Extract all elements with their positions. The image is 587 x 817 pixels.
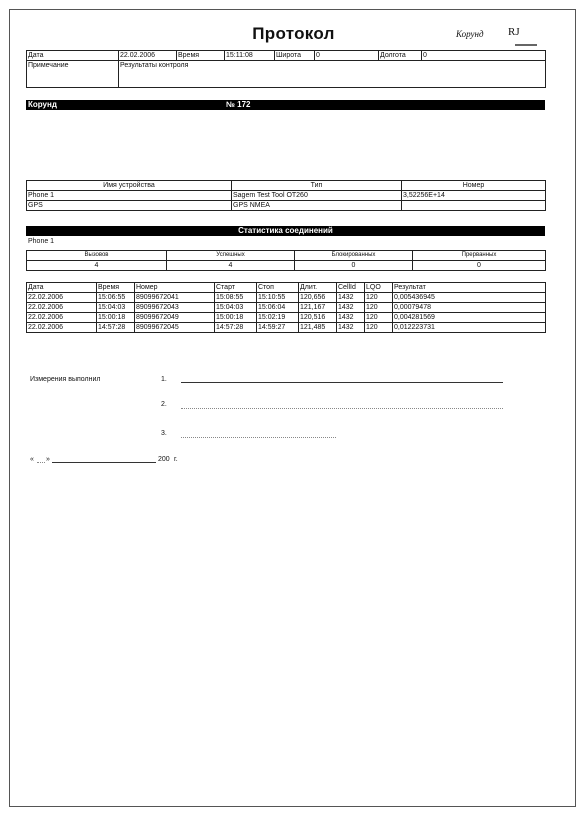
table-row xyxy=(27,201,546,211)
calls-header-start: Старт xyxy=(215,283,257,293)
call-result: 0,005436945 xyxy=(393,293,546,303)
call-start: 14:57:28 xyxy=(215,323,257,333)
device-name: GPS xyxy=(27,201,232,211)
call-number: 89099672041 xyxy=(135,293,215,303)
stats-band xyxy=(26,226,545,236)
stats-header-blocked: Блокированных xyxy=(295,251,413,261)
call-lqo: 120 xyxy=(365,313,393,323)
lon-label: Долгота xyxy=(379,51,422,61)
call-stop: 15:02:19 xyxy=(257,313,299,323)
stats-table xyxy=(26,250,546,271)
call-date: 22.02.2006 xyxy=(27,323,97,333)
signature-line-1 xyxy=(181,382,503,383)
table-row xyxy=(27,303,546,313)
table-row xyxy=(27,191,546,201)
call-duration: 121,167 xyxy=(299,303,337,313)
devices-table xyxy=(26,180,546,211)
stats-header-success: Успешных xyxy=(167,251,295,261)
table-row xyxy=(27,313,546,323)
date-quote-close: » xyxy=(46,456,50,463)
call-number: 89099672045 xyxy=(135,323,215,333)
devices-header-name: Имя устройства xyxy=(27,181,232,191)
call-date: 22.02.2006 xyxy=(27,303,97,313)
call-stop: 15:06:04 xyxy=(257,303,299,313)
date-month-line xyxy=(52,462,156,463)
lat-label: Широта xyxy=(275,51,315,61)
date-label: Дата xyxy=(27,51,119,61)
stats-value-calls: 4 xyxy=(27,261,167,271)
call-stop: 15:10:55 xyxy=(257,293,299,303)
signature-label: Измерения выполнил xyxy=(30,376,101,383)
note-value: Результаты контроля xyxy=(119,61,546,88)
logo-name: Корунд xyxy=(456,29,484,39)
call-time: 15:06:55 xyxy=(97,293,135,303)
call-start: 15:08:55 xyxy=(215,293,257,303)
table-row xyxy=(27,293,546,303)
time-label: Время xyxy=(177,51,225,61)
device-band xyxy=(26,100,545,110)
call-cellid: 1432 xyxy=(337,303,365,313)
signature-line-3 xyxy=(181,437,336,438)
note-label: Примечание xyxy=(27,61,119,88)
call-time: 15:04:03 xyxy=(97,303,135,313)
signature-number-1: 1. xyxy=(161,376,167,383)
devices-header-type: Тип xyxy=(232,181,402,191)
date-year: 200 xyxy=(158,456,170,463)
stats-value-dropped: 0 xyxy=(413,261,546,271)
device-type: GPS NMEA xyxy=(232,201,402,211)
date-quote-open: « xyxy=(30,456,34,463)
device-band-number: № 172 xyxy=(226,100,251,109)
call-date: 22.02.2006 xyxy=(27,313,97,323)
call-start: 15:00:18 xyxy=(215,313,257,323)
stats-value-blocked: 0 xyxy=(295,261,413,271)
calls-header-number: Номер xyxy=(135,283,215,293)
call-stop: 14:59:27 xyxy=(257,323,299,333)
stats-value-success: 4 xyxy=(167,261,295,271)
device-name: Phone 1 xyxy=(27,191,232,201)
date-day-line xyxy=(37,462,45,463)
signature-line-2 xyxy=(181,408,503,409)
logo-underline xyxy=(515,44,537,46)
calls-header-cellid: CellId xyxy=(337,283,365,293)
device-type: Sagem Test Tool OT260 xyxy=(232,191,402,201)
stats-header-calls: Вызовов xyxy=(27,251,167,261)
call-lqo: 120 xyxy=(365,323,393,333)
date-year-suffix: г. xyxy=(174,456,178,463)
time-value: 15:11:08 xyxy=(225,51,275,61)
call-result: 0,00079478 xyxy=(393,303,546,313)
calls-header-result: Результат xyxy=(393,283,546,293)
call-time: 14:57:28 xyxy=(97,323,135,333)
call-cellid: 1432 xyxy=(337,313,365,323)
date-value: 22.02.2006 xyxy=(119,51,177,61)
info-table xyxy=(26,50,546,88)
call-duration: 120,516 xyxy=(299,313,337,323)
stats-device: Phone 1 xyxy=(28,238,55,245)
calls-header-time: Время xyxy=(97,283,135,293)
signature-number-3: 3. xyxy=(161,430,167,437)
calls-header-date: Дата xyxy=(27,283,97,293)
call-date: 22.02.2006 xyxy=(27,293,97,303)
call-cellid: 1432 xyxy=(337,293,365,303)
device-number: 3,52256E+14 xyxy=(402,191,546,201)
call-lqo: 120 xyxy=(365,303,393,313)
device-band-name: Корунд xyxy=(28,100,57,109)
call-result: 0,004281569 xyxy=(393,313,546,323)
calls-header-lqo: LQO xyxy=(365,283,393,293)
document-page xyxy=(9,9,576,807)
call-number: 89099672043 xyxy=(135,303,215,313)
signature-number-2: 2. xyxy=(161,401,167,408)
logo-mark-icon: RJ xyxy=(508,26,520,38)
stats-header-dropped: Прерванных xyxy=(413,251,546,261)
call-lqo: 120 xyxy=(365,293,393,303)
lon-value: 0 xyxy=(422,51,546,61)
call-duration: 121,485 xyxy=(299,323,337,333)
table-row xyxy=(27,323,546,333)
device-number xyxy=(402,201,546,211)
call-result: 0,012223731 xyxy=(393,323,546,333)
calls-header-stop: Стоп xyxy=(257,283,299,293)
devices-header-number: Номер xyxy=(402,181,546,191)
calls-table xyxy=(26,282,546,333)
page-title: Протокол xyxy=(252,24,335,43)
stats-title: Статистика соединений xyxy=(238,226,333,235)
call-time: 15:00:18 xyxy=(97,313,135,323)
calls-header-duration: Длит. xyxy=(299,283,337,293)
call-duration: 120,656 xyxy=(299,293,337,303)
call-number: 89099672049 xyxy=(135,313,215,323)
lat-value: 0 xyxy=(315,51,379,61)
call-cellid: 1432 xyxy=(337,323,365,333)
call-start: 15:04:03 xyxy=(215,303,257,313)
